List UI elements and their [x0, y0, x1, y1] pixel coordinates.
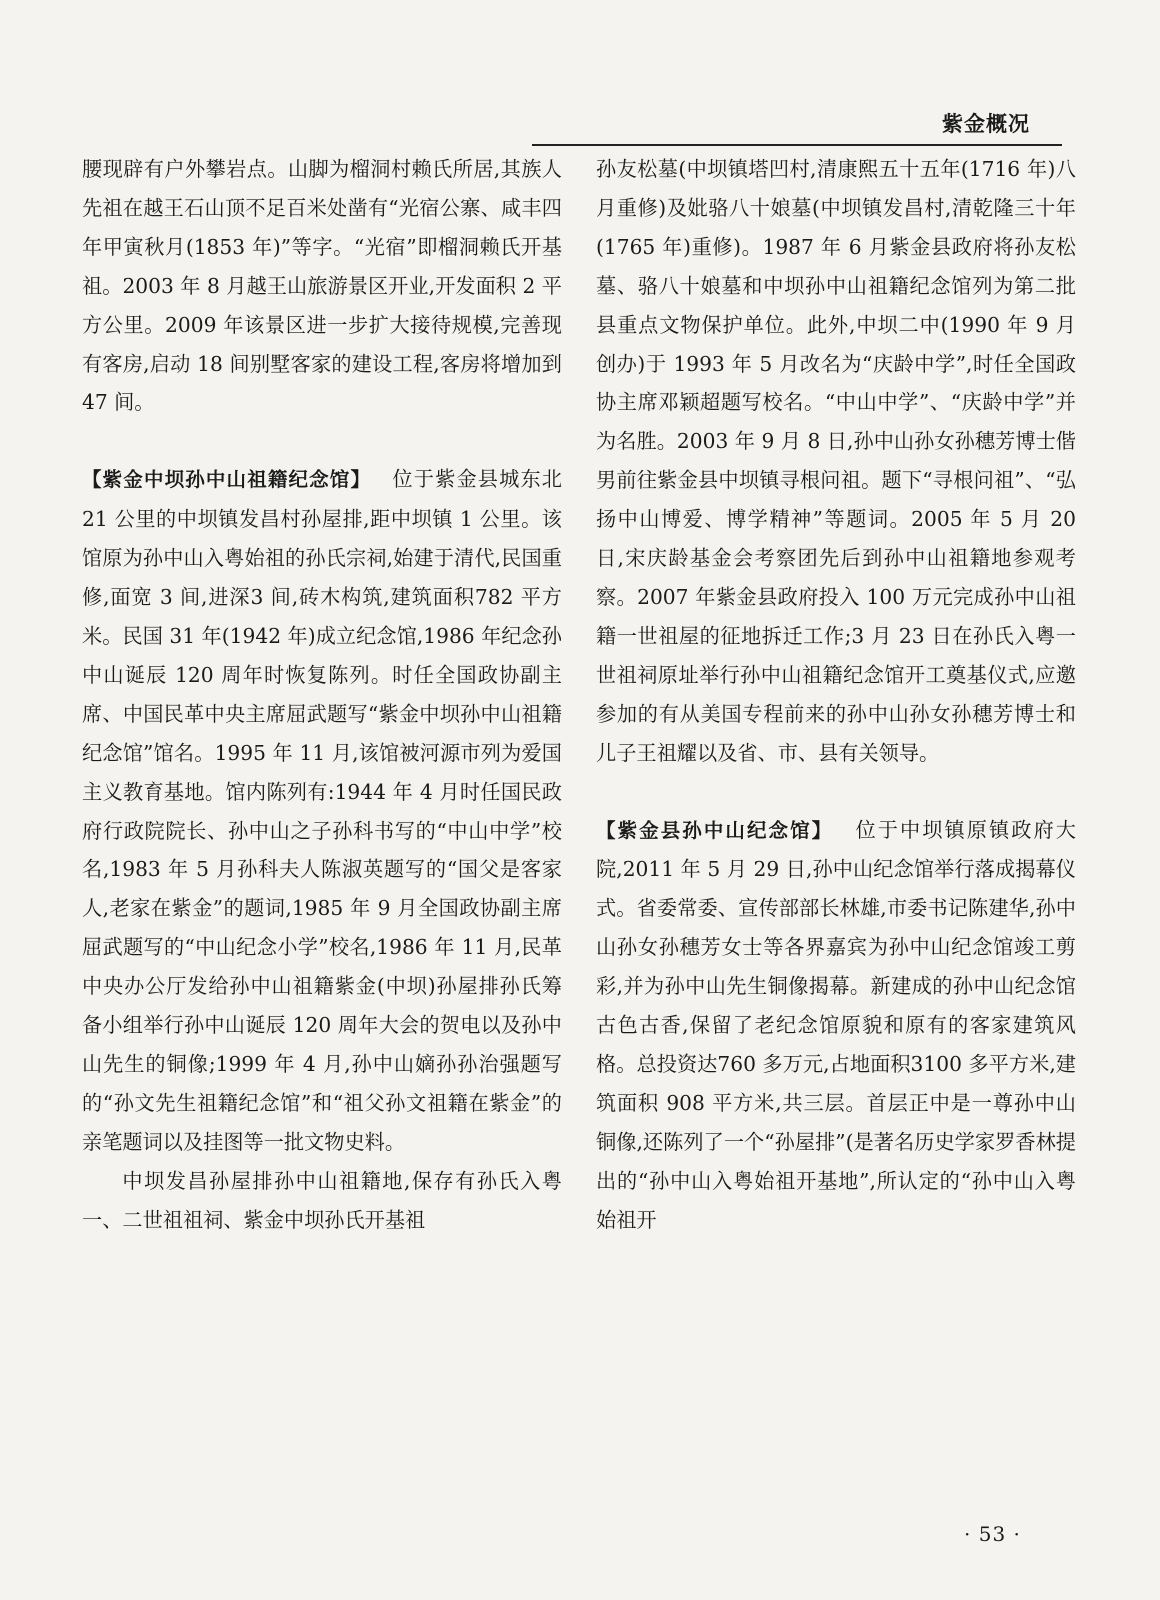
right-column	[596, 150, 1076, 1239]
entry-title: 【紫金县孙中山纪念馆】	[596, 818, 834, 842]
entry-title: 【紫金中坝孙中山祖籍纪念馆】	[82, 468, 372, 492]
left-column	[82, 150, 562, 1239]
paragraph: 中坝发昌孙屋排孙中山祖籍地,保存有孙氏入粤一、二世祖祖祠、紫金中坝孙氏开基祖	[82, 1168, 562, 1232]
entry-text: 位于中坝镇原镇政府大院,2011 年 5 月 29 日,孙中山纪念馆举行落成揭幕仪式。省委常委、宣传部部长林雄,市委书记陈建华,孙中山孙女孙穗芳女士等各界嘉宾为孙中山纪念馆竣工剪彩,并为孙中山先生铜像揭幕。新建成的孙中山纪念馆古色古香,保留了老纪念馆原貌和原有的客家建筑风格。总投资达760 多万元,占地面积3100 多平方米,建筑面积 908 平方米,共三层。首层正中是一尊孙中山铜像,还陈列了一个“孙屋排”(是著名历史学家罗香林提出的“孙中山入粤始祖开基地”,所认定的“孙中山入粤始祖开	[596, 817, 1076, 1232]
page-number: · 53 ·	[964, 1522, 1021, 1546]
paragraph-continuation: 孙友松墓(中坝镇塔凹村,清康熙五十五年(1716 年)八月重修)及妣骆八十娘墓(中坝镇发昌村,清乾隆三十年(1765 年)重修)。1987 年 6 月紫金县政府将孙友松墓、骆八十娘墓和中坝孙中山祖籍纪念馆列为第二批县重点文物保护单位。此外,中坝二中(1990 年 9 月创办)于 1993 年 5 月改名为“庆龄中学”,时任全国政协主席邓颖超题写校名。“中山中学”、“庆龄中学”并为名胜。2003 年 9 月 8 日,孙中山孙女孙穗芳博士偕男前往紫金县中坝镇寻根问祖。题下“寻根问祖”、“弘扬中山博爱、博学精神”等题词。2005 年 5 月 20 日,宋庆龄基金会考察团先后到孙中山祖籍地参观考察。2007 年紫金县政府投入 100 万元完成孙中山祖籍一世祖屋的征地拆迁工作;3 月 23 日在孙氏入粤一世祖祠原址举行孙中山祖籍纪念馆开工奠基仪式,应邀参加的有从美国专程前来的孙中山孙女孙穗芳博士和儿子王祖耀以及省、市、县有关领导。	[596, 157, 1076, 765]
entry-paragraph	[596, 811, 1076, 1240]
entry-paragraph	[82, 460, 562, 1161]
paragraph-continuation: 腰现辟有户外攀岩点。山脚为榴洞村赖氏所居,其族人先祖在越王石山顶不足百米处凿有“光宿公寨、咸丰四年甲寅秋月(1853 年)”等字。“光宿”即榴洞赖氏开基祖。2003 年 8 月越王山旅游景区开业,开发面积 2 平方公里。2009 年该景区进一步扩大接待规模,完善现有客房,启动 18 间别墅客家的建设工程,客房将增加到 47 间。	[82, 157, 562, 415]
section-title: 紫金概况	[942, 112, 1030, 136]
entry-text: 位于紫金县城东北 21 公里的中坝镇发昌村孙屋排,距中坝镇 1 公里。该馆原为孙中山入粤始祖的孙氏宗祠,始建于清代,民国重修,面宽 3 间,进深3 间,砖木构筑,建筑面积782 平方米。民国 31 年(1942 年)成立纪念馆,1986 年纪念孙中山诞辰 120 周年时恢复陈列。时任全国政协副主席、中国民革中央主席屈武题写“紫金中坝孙中山祖籍纪念馆”馆名。1995 年 11 月,该馆被河源市列为爱国主义教育基地。馆内陈列有:1944 年 4 月时任国民政府行政院院长、孙中山之子孙科书写的“中山中学”校名,1983 年 5 月孙科夫人陈淑英题写的“国父是客家人,老家在紫金”的题词,1985 年 9 月全国政协副主席屈武题写的“中山纪念小学”校名,1986 年 11 月,民革中央办公厅发给孙中山祖籍紫金(中坝)孙屋排孙氏筹备小组举行孙中山诞辰 120 周年大会的贺电以及孙中山先生的铜像;1999 年 4 月,孙中山嫡孙孙治强题写的“孙文先生祖籍纪念馆”和“祖父孙文祖籍在紫金”的亲笔题词以及挂图等一批文物史料。	[82, 467, 562, 1154]
running-header	[532, 100, 1062, 146]
